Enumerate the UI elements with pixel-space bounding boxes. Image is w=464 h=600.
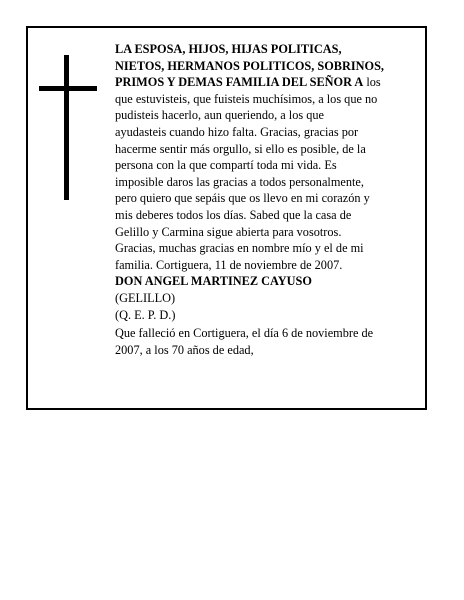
- notice-line: [115, 257, 421, 274]
- notice-text: [115, 41, 421, 360]
- notice-line: [115, 74, 421, 91]
- cross-vertical-bar: [64, 55, 69, 200]
- notice-line-normal: Gelillo y Carmina sigue abierta para vosotros.: [115, 224, 342, 239]
- notice-line-normal: mis deberes todos los días. Sabed que la casa de: [115, 207, 352, 222]
- notice-line: [115, 41, 421, 58]
- notice-line: [115, 91, 421, 108]
- notice-line-normal: pero quiero que sepáis que os llevo en mi corazón y: [115, 191, 370, 206]
- cross-horizontal-bar: [39, 86, 97, 91]
- notice-line: [115, 157, 421, 174]
- death-detail-line-1: Que falleció en Cortiguera, el día 6 de noviembre de: [115, 325, 374, 340]
- notice-line: [115, 124, 421, 141]
- notice-line-bold: PRIMOS Y DEMAS FAMILIA DEL SEÑOR A: [115, 75, 364, 90]
- notice-line: [115, 190, 421, 207]
- notice-line-normal: que estuvisteis, que fuisteis muchísimos, a los que no: [115, 91, 378, 106]
- notice-line-normal: ayudasteis cuando hizo falta. Gracias, gracias por: [115, 124, 359, 139]
- notice-line: [115, 58, 421, 75]
- deceased-name: [115, 273, 421, 290]
- notice-line-normal: los: [363, 75, 381, 90]
- notice-line-bold: DON ANGEL MARTINEZ CAYUSO: [115, 274, 312, 289]
- deceased-nickname: (GELILLO): [115, 290, 176, 305]
- notice-line: [115, 174, 421, 191]
- notice-line: [115, 141, 421, 158]
- notice-line-normal: imposible daros las gracias a todos personalmente,: [115, 174, 364, 189]
- notice-line: [115, 207, 421, 224]
- notice-line-normal: Gracias, muchas gracias en nombre mío y el de mi: [115, 241, 364, 256]
- notice-line-normal: hacerme sentir más orgullo, si ello es posible, de la: [115, 141, 366, 156]
- notice-line: [115, 107, 421, 124]
- notice-line-normal: familia. Cortiguera, 11 de noviembre de 2007.: [115, 257, 343, 272]
- notice-line: [115, 240, 421, 257]
- notice-line-normal: pudisteis hacerlo, aun queriendo, a los que: [115, 108, 324, 123]
- notice-line-normal: persona con la que compartí toda mi vida. Es: [115, 158, 337, 173]
- notice-line: [115, 224, 421, 241]
- acknowledgement-paragraph: [115, 41, 421, 290]
- death-detail-line-2: 2007, a los 70 años de edad,: [115, 343, 254, 358]
- qepd-line: (Q. E. P. D.): [115, 308, 176, 323]
- cross-icon: [39, 55, 97, 200]
- notice-line-bold: LA ESPOSA, HIJOS, HIJAS POLITICAS,: [115, 42, 342, 56]
- obituary-notice-frame: [26, 26, 427, 410]
- notice-line-bold: NIETOS, HERMANOS POLITICOS, SOBRINOS,: [115, 58, 385, 73]
